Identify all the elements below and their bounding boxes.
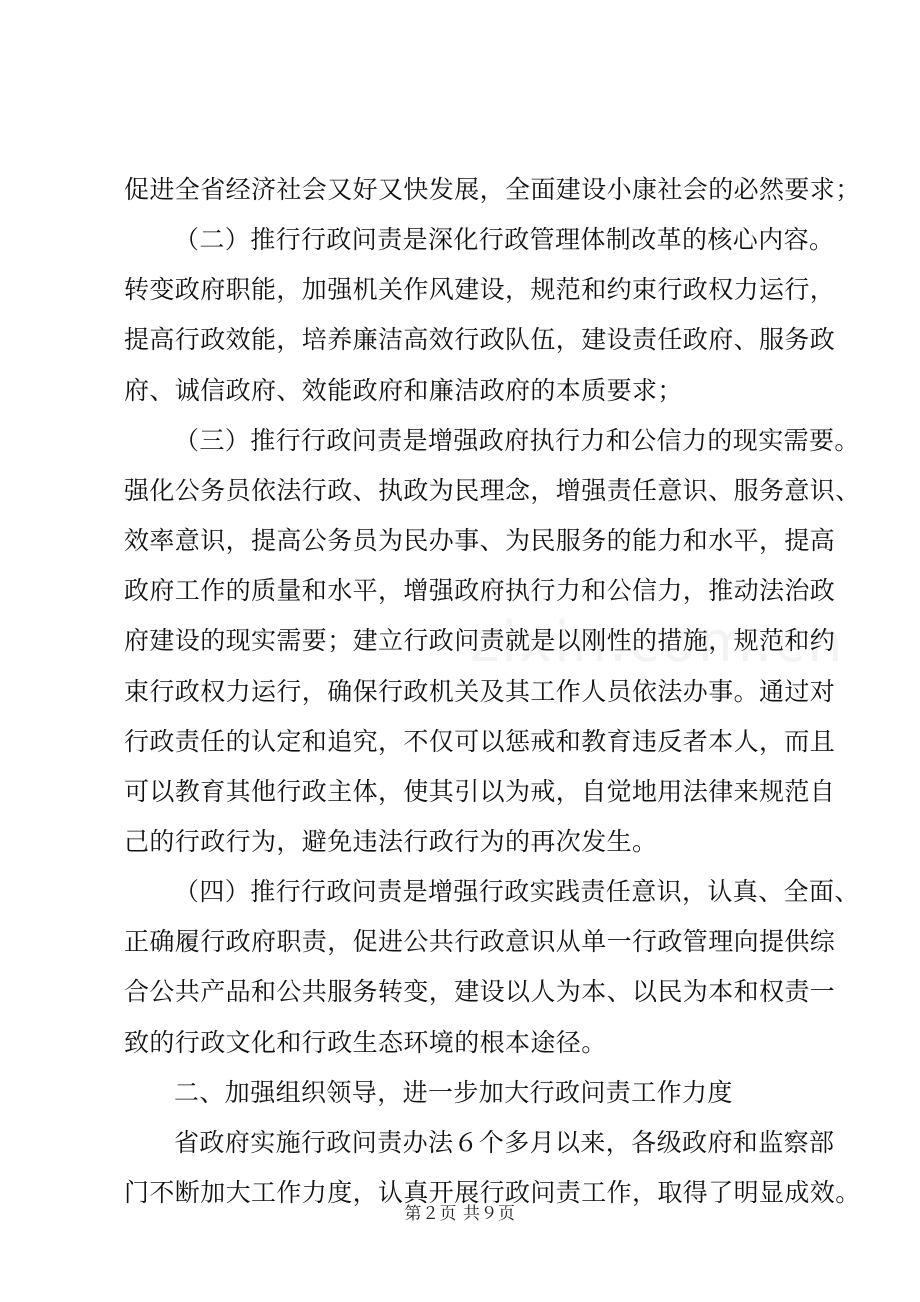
section-heading: 二、加强组织领导，进一步加大行政问责工作力度 [174,1078,733,1107]
text-line-15: （四）推行行政问责是增强行政实践责任意识，认真、全面、 [174,877,860,906]
text-line-20: 省政府实施行政问责办法６个多月以来，各级政府和监察部 [174,1128,835,1157]
text-line-2: （二）推行行政问责是深化行政管理体制改革的核心内容。 [174,225,835,254]
text-line-21: 门不断加大工作力度，认真开展行政问责工作，取得了明显成效。 [124,1178,861,1207]
text-line-9: 政府工作的质量和水平，增强政府执行力和公信力，推动法治政 [124,576,836,605]
page-footer: 第２页 共９页 [404,1204,516,1224]
text-line-1: 促进全省经济社会又好又快发展，全面建设小康社会的必然要求； [124,175,861,204]
text-line-18: 致的行政文化和行政生态环境的根本途径。 [124,1028,607,1057]
text-line-6: （三）推行行政问责是增强政府执行力和公信力的现实需要。 [174,426,860,455]
text-line-16: 正确履行政府职责，促进公共行政意识从单一行政管理向提供综 [124,927,836,956]
text-line-17: 合公共产品和公共服务转变，建设以人为本、以民为本和权责一 [124,977,836,1006]
text-line-5: 府、诚信政府、效能政府和廉洁政府的本质要求； [124,376,683,405]
text-line-13: 可以教育其他行政主体，使其引以为戒，自觉地用法律来规范自 [124,777,836,806]
text-line-8: 效率意识，提高公务员为民办事、为民服务的能力和水平，提高 [124,526,836,555]
text-line-3: 转变政府职能，加强机关作风建设，规范和约束行政权力运行， [124,275,836,304]
text-line-14: 己的行政行为，避免违法行政行为的再次发生。 [124,827,658,856]
text-line-12: 行政责任的认定和追究，不仅可以惩戒和教育违反者本人，而且 [124,727,836,756]
text-line-4: 提高行政效能，培养廉洁高效行政队伍，建设责任政府、服务政 [124,325,836,354]
text-line-10: 府建设的现实需要；建立行政问责就是以刚性的措施，规范和约 [124,626,836,655]
text-line-11: 束行政权力运行，确保行政机关及其工作人员依法办事。通过对 [124,677,836,706]
text-line-7: 强化公务员依法行政、执政为民理念，增强责任意识、服务意识、 [124,476,861,505]
